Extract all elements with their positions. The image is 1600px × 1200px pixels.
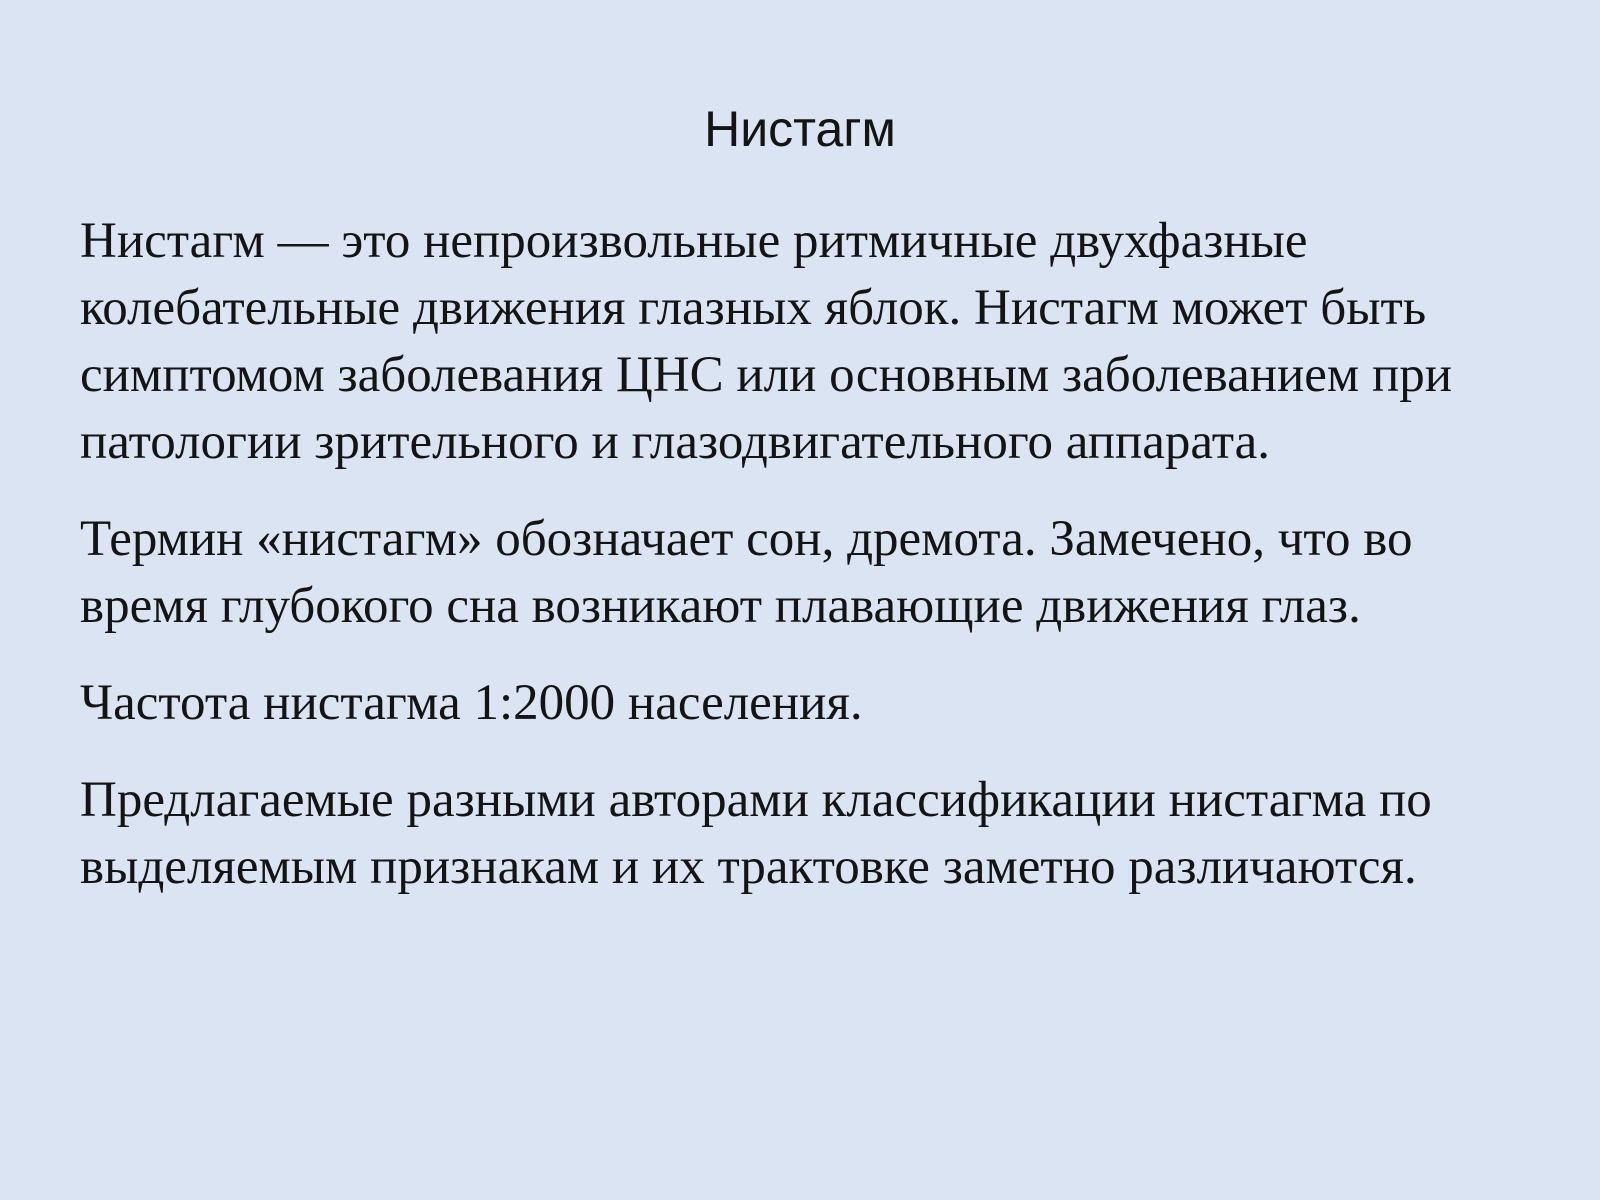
slide-title: Нистагм xyxy=(704,101,896,157)
paragraph-classifications: Предлагаемые разными авторами классификации нистагма по выделяемым признакам и их трактовке заметно различаются. xyxy=(80,772,1432,895)
paragraph-definition: Нистагм — это непроизвольные ритмичные двухфазные колебательные движения глазных яблок. Нистагм может быть симптомом заболевания ЦНС или основным заболеванием при патологии зрительного и глазодвигательного аппарата. xyxy=(80,213,1453,470)
paragraph-frequency: Частота нистагма 1:2000 населения. xyxy=(80,675,863,731)
slide-body xyxy=(80,208,1520,931)
paragraph-term: Термин «нистагм» обозначает сон, дремота. Замечено, что во время глубокого сна возникают плавающие движения глаз. xyxy=(80,511,1413,634)
